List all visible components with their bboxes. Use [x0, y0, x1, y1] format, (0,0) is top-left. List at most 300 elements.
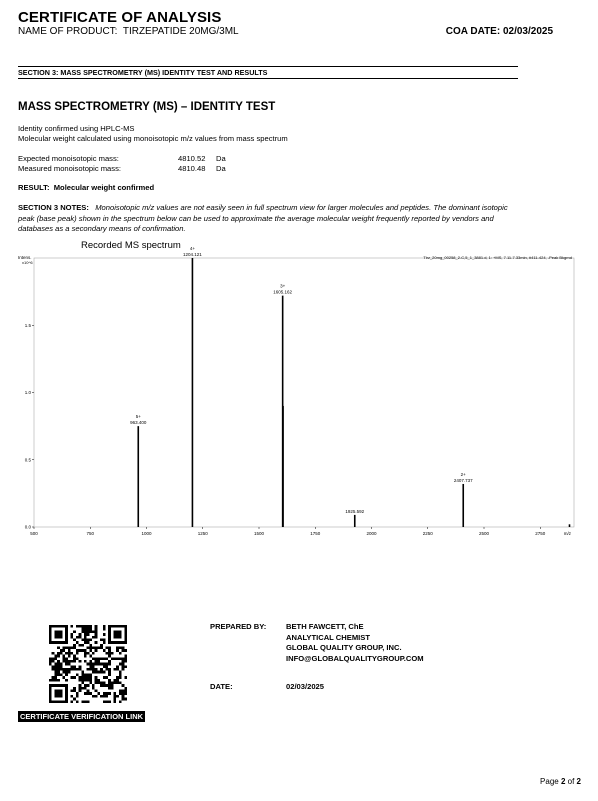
- qr-code[interactable]: [49, 625, 127, 703]
- qr-module: [97, 681, 100, 684]
- preparer-company: GLOBAL QUALITY GROUP, INC.: [286, 643, 402, 652]
- qr-module: [57, 663, 60, 666]
- qr-module: [114, 633, 117, 636]
- qr-module: [92, 652, 95, 655]
- qr-module: [89, 649, 92, 652]
- qr-module: [76, 641, 79, 644]
- qr-module: [95, 647, 98, 650]
- qr-module: [116, 668, 119, 671]
- y-tick-label: 1.5: [24, 322, 31, 328]
- qr-module: [114, 630, 117, 633]
- qr-module: [111, 681, 114, 684]
- qr-module: [119, 636, 122, 639]
- qr-module: [65, 671, 68, 674]
- peak-charge-label: 2+: [460, 471, 466, 477]
- qr-module: [119, 671, 122, 674]
- qr-module: [54, 676, 57, 679]
- qr-module: [92, 684, 95, 687]
- qr-module: [108, 638, 111, 641]
- product-value: TIRZEPATIDE 20MG/3ML: [122, 26, 239, 37]
- qr-module: [108, 671, 111, 674]
- qr-module: [89, 681, 92, 684]
- qr-module: [62, 625, 65, 628]
- qr-module: [95, 679, 98, 682]
- identity-line: Identity confirmed using HPLC-MS: [18, 124, 135, 133]
- qr-module: [116, 657, 119, 660]
- qr-module: [87, 663, 90, 666]
- qr-module: [114, 636, 117, 639]
- qr-module: [62, 657, 65, 660]
- x-tick-label: 2250: [422, 531, 433, 536]
- qr-module: [62, 655, 65, 658]
- qr-module: [84, 687, 87, 690]
- qr-module: [100, 695, 103, 698]
- qr-module: [89, 660, 92, 663]
- qr-module: [60, 663, 63, 666]
- qr-module: [84, 660, 87, 663]
- qr-module: [76, 692, 79, 695]
- qr-module: [54, 663, 57, 666]
- qr-module: [95, 657, 98, 660]
- qr-module: [65, 695, 68, 698]
- qr-module: [105, 652, 108, 655]
- qr-module: [89, 692, 92, 695]
- qr-module: [81, 628, 84, 631]
- x-tick-label: 1250: [197, 531, 208, 536]
- qr-module: [116, 649, 119, 652]
- qr-module: [105, 700, 108, 703]
- peak-charge-label: 5+: [135, 414, 141, 420]
- qr-module: [65, 700, 68, 703]
- qr-module: [122, 649, 125, 652]
- peak-mz-label: 1204.121: [183, 252, 202, 257]
- qr-module: [87, 676, 90, 679]
- qr-module: [60, 690, 63, 693]
- qr-module: [49, 660, 52, 663]
- qr-module: [73, 647, 76, 650]
- qr-module: [68, 652, 71, 655]
- qr-module: [57, 636, 60, 639]
- qr-module: [122, 668, 125, 671]
- qr-module: [73, 657, 76, 660]
- qr-module: [124, 690, 127, 693]
- qr-module: [92, 671, 95, 674]
- qr-module: [92, 695, 95, 698]
- qr-module: [95, 649, 98, 652]
- qr-module: [87, 647, 90, 650]
- qr-module: [122, 692, 125, 695]
- section-notes: [18, 203, 518, 235]
- expected-mass-value: 4810.52: [178, 154, 206, 163]
- qr-module: [54, 671, 57, 674]
- qr-module: [49, 663, 52, 666]
- qr-module: [89, 673, 92, 676]
- qr-module: [54, 636, 57, 639]
- qr-module: [111, 652, 114, 655]
- y-tick-label: 0.5: [24, 457, 31, 463]
- peak-mz-label: 2407.737: [453, 477, 473, 483]
- qr-module: [114, 679, 117, 682]
- qr-module: [124, 628, 127, 631]
- qr-module: [65, 625, 68, 628]
- qr-module: [73, 638, 76, 641]
- qr-module: [52, 641, 55, 644]
- qr-module: [81, 673, 84, 676]
- peak-mz-label: 1925.592: [345, 508, 365, 514]
- measured-mass-label: Measured monoisotopic mass:: [18, 164, 121, 173]
- qr-module: [49, 628, 52, 631]
- qr-module: [92, 668, 95, 671]
- qr-module: [103, 625, 106, 628]
- qr-module: [76, 652, 79, 655]
- qr-module: [49, 695, 52, 698]
- qr-module: [68, 647, 71, 650]
- qr-module: [73, 687, 76, 690]
- qr-module: [52, 668, 55, 671]
- qr-module: [89, 665, 92, 668]
- qr-module: [84, 673, 87, 676]
- qr-module: [71, 668, 74, 671]
- qr-module: [114, 641, 117, 644]
- qr-module: [122, 657, 125, 660]
- qr-module: [60, 633, 63, 636]
- qr-module: [100, 638, 103, 641]
- qr-module: [108, 633, 111, 636]
- y-tick-label: 0.0: [24, 524, 31, 530]
- qr-module: [76, 649, 79, 652]
- qr-module: [71, 700, 74, 703]
- qr-module: [60, 649, 63, 652]
- qr-module: [84, 636, 87, 639]
- qr-module: [95, 695, 98, 698]
- qr-module: [65, 628, 68, 631]
- qr-module: [71, 690, 74, 693]
- qr-module: [54, 641, 57, 644]
- qr-module: [116, 647, 119, 650]
- qr-module: [68, 649, 71, 652]
- qr-module: [114, 625, 117, 628]
- qr-module: [95, 690, 98, 693]
- qr-module: [65, 647, 68, 650]
- qr-module: [124, 676, 127, 679]
- peak-charge-label: 4+: [189, 246, 195, 251]
- qr-module: [116, 665, 119, 668]
- qr-module: [79, 633, 82, 636]
- qr-module: [92, 663, 95, 666]
- qr-module: [81, 625, 84, 628]
- qr-module: [124, 649, 127, 652]
- qr-module: [108, 679, 111, 682]
- qr-module: [54, 657, 57, 660]
- qr-module: [49, 638, 52, 641]
- qr-module: [95, 668, 98, 671]
- qr-module: [124, 638, 127, 641]
- qr-module: [103, 700, 106, 703]
- qr-module: [105, 647, 108, 650]
- qr-module: [81, 644, 84, 647]
- qr-module: [89, 628, 92, 631]
- qr-module: [116, 641, 119, 644]
- qr-module: [103, 633, 106, 636]
- qr-module: [79, 625, 82, 628]
- qr-module: [65, 684, 68, 687]
- qr-module: [108, 668, 111, 671]
- product-line: [18, 26, 239, 37]
- qr-module: [116, 633, 119, 636]
- qr-module: [87, 700, 90, 703]
- qr-module: [65, 633, 68, 636]
- qr-module: [71, 660, 74, 663]
- qr-module: [60, 625, 63, 628]
- qr-module: [119, 625, 122, 628]
- qr-module: [79, 660, 82, 663]
- qr-module: [60, 684, 63, 687]
- qr-module: [81, 671, 84, 674]
- qr-module: [52, 625, 55, 628]
- qr-module: [54, 692, 57, 695]
- qr-module: [62, 641, 65, 644]
- qr-module: [57, 655, 60, 658]
- qr-module: [54, 630, 57, 633]
- qr-module: [103, 692, 106, 695]
- qr-module: [62, 649, 65, 652]
- qr-module: [114, 695, 117, 698]
- qr-module: [84, 638, 87, 641]
- qr-module: [84, 649, 87, 652]
- qr-module: [65, 668, 68, 671]
- qr-module: [124, 636, 127, 639]
- qr-module: [108, 684, 111, 687]
- notes-label: SECTION 3 NOTES:: [18, 203, 89, 212]
- qr-module: [124, 692, 127, 695]
- qr-module: [54, 655, 57, 658]
- qr-module: [119, 676, 122, 679]
- qr-module: [108, 649, 111, 652]
- qr-module: [54, 665, 57, 668]
- qr-module: [114, 681, 117, 684]
- qr-module: [124, 657, 127, 660]
- qr-module: [87, 638, 90, 641]
- y-axis-label: Intens.: [18, 255, 32, 260]
- qr-module: [105, 676, 108, 679]
- qr-module: [89, 625, 92, 628]
- qr-module: [71, 647, 74, 650]
- qr-module: [103, 638, 106, 641]
- qr-module: [108, 628, 111, 631]
- x-tick-label: 750: [86, 531, 95, 536]
- qr-module: [57, 695, 60, 698]
- qr-module: [68, 671, 71, 674]
- qr-module: [105, 663, 108, 666]
- qr-module: [116, 695, 119, 698]
- qr-module: [111, 684, 114, 687]
- qr-module: [100, 647, 103, 650]
- qr-module: [108, 692, 111, 695]
- qr-module: [81, 681, 84, 684]
- qr-module: [95, 681, 98, 684]
- qr-module: [95, 630, 98, 633]
- qr-module: [62, 700, 65, 703]
- qr-module: [122, 690, 125, 693]
- qr-module: [108, 673, 111, 676]
- product-label: NAME OF PRODUCT:: [18, 26, 118, 37]
- peak-charge-label: 3+: [280, 283, 286, 289]
- qr-module: [114, 700, 117, 703]
- qr-module: [57, 700, 60, 703]
- qr-module: [119, 673, 122, 676]
- qr-module: [108, 700, 111, 703]
- qr-module: [105, 684, 108, 687]
- qr-module: [81, 676, 84, 679]
- qr-module: [119, 657, 122, 660]
- qr-module: [65, 687, 68, 690]
- qr-module: [95, 625, 98, 628]
- qr-module: [122, 625, 125, 628]
- preparer-name: BETH FAWCETT, ChE: [286, 622, 364, 631]
- qr-module: [119, 663, 122, 666]
- qr-module: [119, 700, 122, 703]
- qr-module: [92, 687, 95, 690]
- qr-module: [87, 673, 90, 676]
- qr-module: [49, 698, 52, 701]
- qr-module: [108, 660, 111, 663]
- qr-module: [71, 652, 74, 655]
- qr-module: [95, 641, 98, 644]
- qr-module: [84, 679, 87, 682]
- section-bar: [18, 66, 518, 79]
- qr-module: [116, 681, 119, 684]
- qr-module: [84, 630, 87, 633]
- peak-mz-label: 1605.162: [273, 289, 293, 295]
- qr-module: [100, 644, 103, 647]
- qr-module: [52, 657, 55, 660]
- qr-module: [52, 665, 55, 668]
- qr-module: [54, 679, 57, 682]
- qr-module: [119, 692, 122, 695]
- qr-module: [54, 690, 57, 693]
- qr-module: [105, 665, 108, 668]
- plot-frame: [34, 258, 574, 527]
- qr-module: [81, 700, 84, 703]
- qr-module: [111, 625, 114, 628]
- document-title: CERTIFICATE OF ANALYSIS: [18, 9, 222, 26]
- qr-module: [52, 684, 55, 687]
- qr-module: [97, 663, 100, 666]
- qr-module: [57, 692, 60, 695]
- qr-module: [57, 679, 60, 682]
- qr-module: [49, 679, 52, 682]
- qr-module: [57, 625, 60, 628]
- qr-module: [65, 690, 68, 693]
- qr-module: [49, 641, 52, 644]
- qr-module: [108, 636, 111, 639]
- qr-module: [119, 681, 122, 684]
- qr-module: [73, 665, 76, 668]
- qr-module: [116, 625, 119, 628]
- qr-module: [95, 663, 98, 666]
- qr-module: [71, 633, 74, 636]
- qr-module: [97, 692, 100, 695]
- qr-module: [54, 668, 57, 671]
- qr-module: [95, 633, 98, 636]
- qr-module: [84, 641, 87, 644]
- qr-module: [105, 695, 108, 698]
- preparer-email: INFO@GLOBALQUALITYGROUP.COM: [286, 653, 424, 663]
- qr-module: [65, 673, 68, 676]
- qr-module: [71, 665, 74, 668]
- qr-module: [79, 679, 82, 682]
- qr-module: [89, 676, 92, 679]
- qr-module: [84, 655, 87, 658]
- x-tick-label: 1000: [141, 531, 152, 536]
- qr-module: [57, 633, 60, 636]
- qr-module: [95, 660, 98, 663]
- qr-module: [114, 698, 117, 701]
- qr-module: [76, 695, 79, 698]
- qr-module: [65, 692, 68, 695]
- qr-module: [100, 663, 103, 666]
- qr-module: [73, 690, 76, 693]
- qr-module: [124, 687, 127, 690]
- expected-mass-label: Expected monoisotopic mass:: [18, 154, 119, 163]
- qr-module: [103, 628, 106, 631]
- y-axis-unit: x10^6: [22, 260, 33, 265]
- qr-module: [65, 657, 68, 660]
- qr-module: [108, 647, 111, 650]
- qr-module: [92, 636, 95, 639]
- qr-module: [79, 665, 82, 668]
- qr-module: [60, 652, 63, 655]
- qr-module: [84, 633, 87, 636]
- qr-module: [62, 668, 65, 671]
- qr-module: [62, 684, 65, 687]
- qr-module: [114, 657, 117, 660]
- qr-module: [122, 641, 125, 644]
- qr-module: [100, 671, 103, 674]
- qr-module: [57, 673, 60, 676]
- qr-module: [54, 625, 57, 628]
- qr-module: [54, 684, 57, 687]
- qr-module: [108, 663, 111, 666]
- qr-module: [62, 676, 65, 679]
- qr-module: [52, 679, 55, 682]
- qr-module: [89, 663, 92, 666]
- qr-module: [103, 695, 106, 698]
- qr-module: [103, 684, 106, 687]
- qr-module: [95, 676, 98, 679]
- qr-module: [60, 665, 63, 668]
- qr-module: [76, 700, 79, 703]
- qr-module: [62, 647, 65, 650]
- qr-module: [87, 692, 90, 695]
- qr-module: [57, 668, 60, 671]
- qr-module: [65, 636, 68, 639]
- prepared-by-label: PREPARED BY:: [210, 622, 267, 631]
- qr-module: [62, 660, 65, 663]
- qr-module: [122, 663, 125, 666]
- qr-module: [49, 690, 52, 693]
- verification-link[interactable]: CERTIFICATE VERIFICATION LINK: [20, 712, 144, 721]
- qr-module: [97, 671, 100, 674]
- qr-module: [108, 687, 111, 690]
- result-value: Molecular weight confirmed: [53, 183, 155, 192]
- qr-module: [108, 641, 111, 644]
- spectrum-info: Tirz_20mg_00258_2-C,5_1_3881.d, 1: +MS, 7.11-7.33min, #411-424, -Peak Bkgrnd: [423, 255, 572, 260]
- qr-module: [49, 687, 52, 690]
- qr-module: [84, 676, 87, 679]
- qr-module: [89, 655, 92, 658]
- qr-module: [49, 625, 52, 628]
